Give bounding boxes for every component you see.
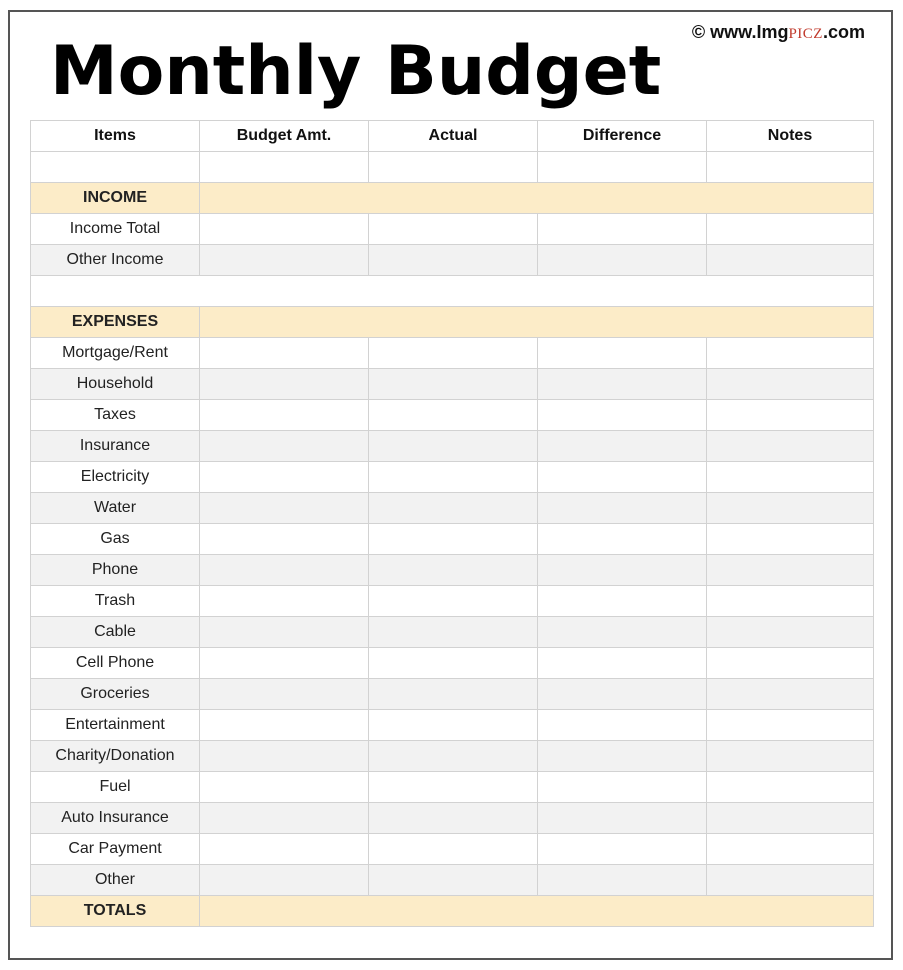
cell-budget-amt[interactable] [200, 617, 369, 648]
table-row-trash [31, 586, 874, 617]
cell-budget-amt[interactable] [200, 772, 369, 803]
cell-difference[interactable] [538, 772, 707, 803]
row-label: Trash [31, 586, 200, 617]
income-section-row [31, 183, 874, 214]
cell-notes[interactable] [707, 152, 874, 183]
cell-budget-amt[interactable] [200, 524, 369, 555]
table-row-fuel [31, 772, 874, 803]
table-row-car-payment [31, 834, 874, 865]
row-label: Fuel [31, 772, 200, 803]
row-label: Gas [31, 524, 200, 555]
cell-difference[interactable] [538, 524, 707, 555]
cell-item[interactable] [31, 152, 200, 183]
cell-actual[interactable] [369, 431, 538, 462]
table-row-other-income [31, 245, 874, 276]
cell-difference[interactable] [538, 493, 707, 524]
table-row-income-total [31, 214, 874, 245]
cell-notes[interactable] [707, 741, 874, 772]
cell-budget-amt[interactable] [200, 152, 369, 183]
cell-actual[interactable] [369, 865, 538, 896]
cell-notes[interactable] [707, 462, 874, 493]
table-row-other [31, 865, 874, 896]
column-header-notes: Notes [707, 121, 874, 152]
cell-budget-amt[interactable] [200, 369, 369, 400]
totals-section-fill [200, 896, 874, 927]
column-header-difference: Difference [538, 121, 707, 152]
cell-budget-amt[interactable] [200, 586, 369, 617]
cell-budget-amt[interactable] [200, 462, 369, 493]
table-row-electricity [31, 462, 874, 493]
cell-actual[interactable] [369, 555, 538, 586]
watermark-suffix: .com [822, 22, 865, 42]
income-section-fill [200, 183, 874, 214]
cell-actual[interactable] [369, 803, 538, 834]
expenses-section-row [31, 307, 874, 338]
header-row [31, 121, 874, 152]
cell-difference[interactable] [538, 338, 707, 369]
expenses-section-fill [200, 307, 874, 338]
cell-budget-amt[interactable] [200, 245, 369, 276]
cell-notes[interactable] [707, 710, 874, 741]
cell-notes[interactable] [707, 245, 874, 276]
cell-difference[interactable] [538, 679, 707, 710]
row-label: Electricity [31, 462, 200, 493]
table-row-auto-insurance [31, 803, 874, 834]
cell-difference[interactable] [538, 152, 707, 183]
watermark-prefix: © www.Img [691, 22, 789, 42]
row-label: Entertainment [31, 710, 200, 741]
row-label: Cable [31, 617, 200, 648]
cell-difference[interactable] [538, 803, 707, 834]
cell-budget-amt[interactable] [200, 214, 369, 245]
cell-actual[interactable] [369, 524, 538, 555]
cell-actual[interactable] [369, 245, 538, 276]
cell-actual[interactable] [369, 369, 538, 400]
row-label: Insurance [31, 431, 200, 462]
cell-budget-amt[interactable] [200, 400, 369, 431]
cell-notes[interactable] [707, 400, 874, 431]
cell-actual[interactable] [369, 152, 538, 183]
cell-actual[interactable] [369, 462, 538, 493]
cell-notes[interactable] [707, 617, 874, 648]
table-row-insurance [31, 431, 874, 462]
row-label: Taxes [31, 400, 200, 431]
cell-budget-amt[interactable] [200, 555, 369, 586]
table-row-taxes [31, 400, 874, 431]
cell-notes[interactable] [707, 214, 874, 245]
table-row-gas [31, 524, 874, 555]
cell-difference[interactable] [538, 245, 707, 276]
watermark [692, 22, 865, 43]
cell-notes[interactable] [707, 369, 874, 400]
cell-budget-amt[interactable] [200, 803, 369, 834]
cell-notes[interactable] [707, 834, 874, 865]
budget-body [31, 152, 874, 927]
row-label: Car Payment [31, 834, 200, 865]
cell-notes[interactable] [707, 586, 874, 617]
cell-actual[interactable] [369, 710, 538, 741]
budget-table [30, 120, 874, 927]
cell-notes[interactable] [707, 338, 874, 369]
cell-notes[interactable] [707, 648, 874, 679]
table-row-cell-phone [31, 648, 874, 679]
row-label: Phone [31, 555, 200, 586]
cell-difference[interactable] [538, 617, 707, 648]
cell-budget-amt[interactable] [200, 648, 369, 679]
cell-actual[interactable] [369, 586, 538, 617]
cell-notes[interactable] [707, 803, 874, 834]
spacer-row [31, 276, 874, 307]
cell-notes[interactable] [707, 865, 874, 896]
row-label: Other Income [31, 245, 200, 276]
row-label: Charity/Donation [31, 741, 200, 772]
cell-actual[interactable] [369, 338, 538, 369]
cell-actual[interactable] [369, 493, 538, 524]
table-row-entertainment [31, 710, 874, 741]
cell-difference[interactable] [538, 648, 707, 679]
cell-actual[interactable] [369, 741, 538, 772]
table-row-household [31, 369, 874, 400]
column-header-budget-amt: Budget Amt. [200, 121, 369, 152]
cell-budget-amt[interactable] [200, 493, 369, 524]
blank-row [31, 152, 874, 183]
cell-difference[interactable] [538, 865, 707, 896]
cell-budget-amt[interactable] [200, 679, 369, 710]
column-header-items: Items [31, 121, 200, 152]
row-label: Household [31, 369, 200, 400]
cell-actual[interactable] [369, 679, 538, 710]
watermark-logo: PICZ [788, 26, 823, 42]
cell-budget-amt[interactable] [200, 710, 369, 741]
expenses-section-label: EXPENSES [31, 307, 200, 338]
cell-difference[interactable] [538, 369, 707, 400]
spacer-cell [31, 276, 874, 307]
page-title: Monthly Budget [50, 32, 662, 111]
cell-actual[interactable] [369, 834, 538, 865]
cell-notes[interactable] [707, 555, 874, 586]
row-label: Water [31, 493, 200, 524]
cell-difference[interactable] [538, 710, 707, 741]
cell-actual[interactable] [369, 772, 538, 803]
cell-difference[interactable] [538, 431, 707, 462]
table-row-phone [31, 555, 874, 586]
cell-notes[interactable] [707, 772, 874, 803]
cell-difference[interactable] [538, 741, 707, 772]
cell-notes[interactable] [707, 524, 874, 555]
budget-sheet [8, 10, 893, 960]
table-row-mortgage-rent [31, 338, 874, 369]
cell-budget-amt[interactable] [200, 865, 369, 896]
cell-actual[interactable] [369, 214, 538, 245]
cell-difference[interactable] [538, 400, 707, 431]
row-label: Cell Phone [31, 648, 200, 679]
cell-difference[interactable] [538, 555, 707, 586]
row-label: Groceries [31, 679, 200, 710]
cell-budget-amt[interactable] [200, 338, 369, 369]
cell-actual[interactable] [369, 400, 538, 431]
table-row-charity-donation [31, 741, 874, 772]
row-label: Auto Insurance [31, 803, 200, 834]
cell-difference[interactable] [538, 462, 707, 493]
row-label: Other [31, 865, 200, 896]
income-section-label: INCOME [31, 183, 200, 214]
cell-difference[interactable] [538, 834, 707, 865]
column-header-actual: Actual [369, 121, 538, 152]
cell-budget-amt[interactable] [200, 741, 369, 772]
row-label: Income Total [31, 214, 200, 245]
row-label: Mortgage/Rent [31, 338, 200, 369]
cell-difference[interactable] [538, 214, 707, 245]
totals-section-label: TOTALS [31, 896, 200, 927]
cell-notes[interactable] [707, 679, 874, 710]
cell-actual[interactable] [369, 617, 538, 648]
cell-budget-amt[interactable] [200, 431, 369, 462]
cell-difference[interactable] [538, 586, 707, 617]
cell-budget-amt[interactable] [200, 834, 369, 865]
cell-notes[interactable] [707, 493, 874, 524]
cell-notes[interactable] [707, 431, 874, 462]
table-row-cable [31, 617, 874, 648]
table-row-groceries [31, 679, 874, 710]
table-row-water [31, 493, 874, 524]
totals-section-row [31, 896, 874, 927]
cell-actual[interactable] [369, 648, 538, 679]
